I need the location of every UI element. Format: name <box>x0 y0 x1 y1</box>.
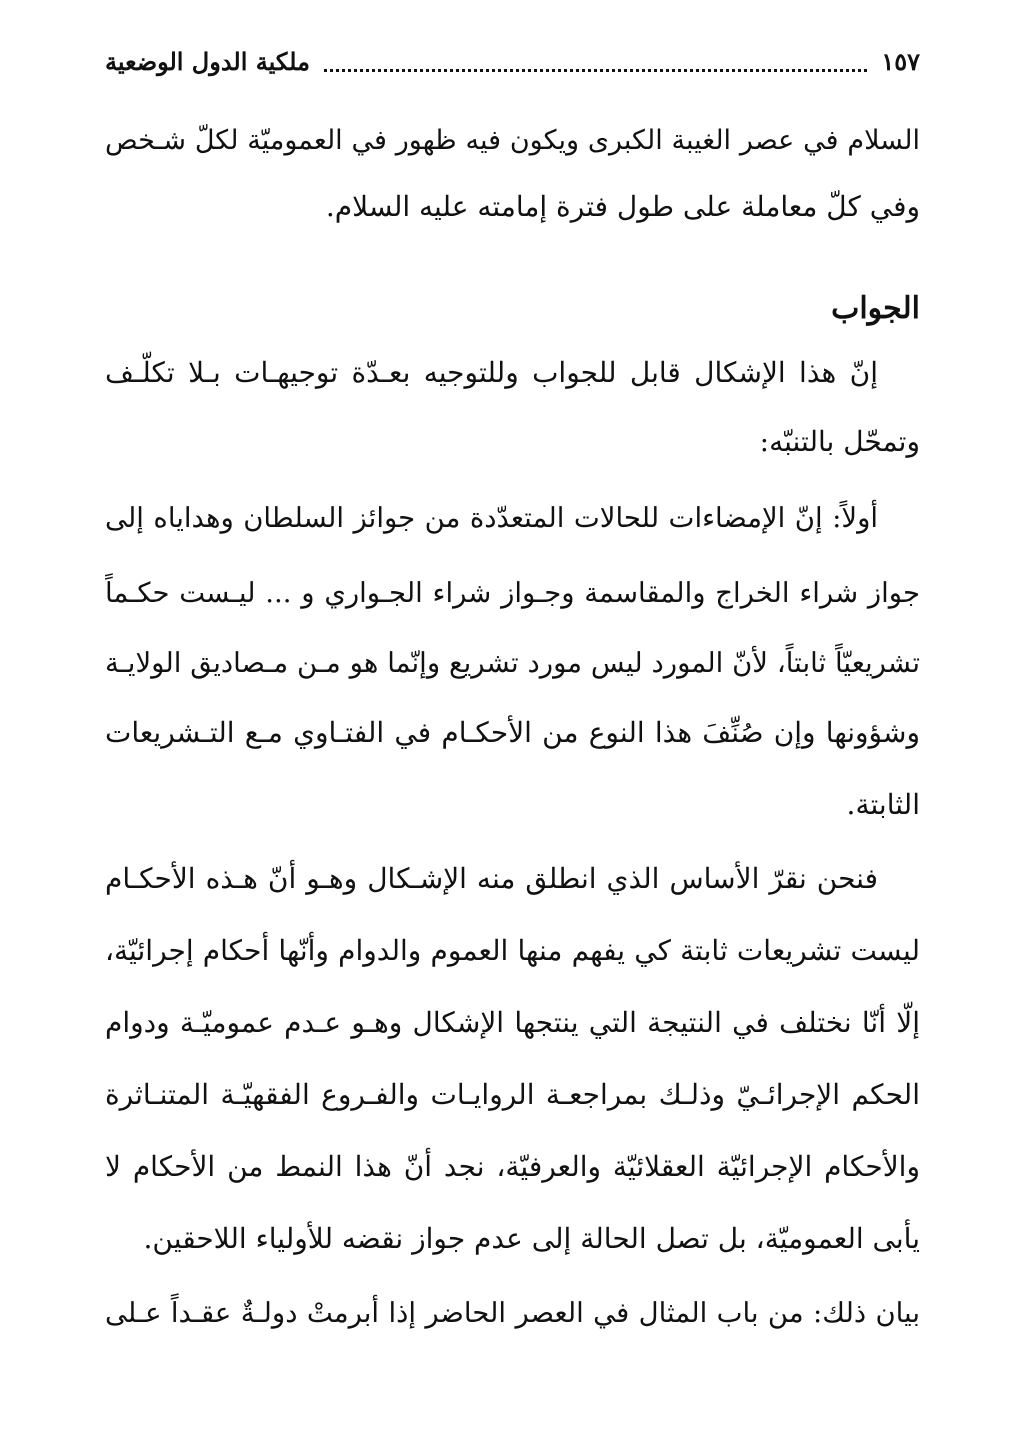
section-heading: الجواب <box>831 291 920 326</box>
text-line: جواز شراء الخراج والمقاسمة وجـواز شراء الجـواري و ... ليـست حكـماً <box>105 577 920 609</box>
header-title: ملكية الدول الوضعية <box>105 47 310 76</box>
text-line: أولاً: إنّ الإمضاءات للحالات المتعدّدة من جوائز السلطان وهداياه إلى <box>105 502 878 534</box>
text-line: يأبى العموميّة، بل تصل الحالة إلى عدم جواز نقضه للأولياء اللاحقين. <box>143 1222 920 1255</box>
text-line: السلام في عصر الغيبة الكبرى ويكون فيه ظهور في العموميّة لكلّ شـخص <box>105 125 920 156</box>
text-line: تشريعيّاً ثابتاً، لأنّ المورد ليس مورد تشريع وإنّما هو مـن مـصاديق الولايـة <box>105 647 920 679</box>
header-dot-leader <box>324 69 867 72</box>
text-line: والأحكام الإجرائيّة العقلائيّة والعرفيّة، نجد أنّ هذا النمط من الأحكام لا <box>105 1150 920 1183</box>
text-line: ليست تشريعات ثابتة كي يفهم منها العموم والدوام وأنّها أحكام إجرائيّة، <box>105 934 920 967</box>
text-line: فنحن نقرّ الأساس الذي انطلق منه الإشـكال وهـو أنّ هـذه الأحكـام <box>105 862 878 895</box>
text-line: الثابتة. <box>846 788 920 821</box>
text-line: بيان ذلك: من باب المثال في العصر الحاضر إذا أبرمتْ دولـةٌ عقـداً عـلى <box>105 1297 920 1329</box>
text-line: وتمحّل بالتنبّه: <box>759 425 920 458</box>
text-line: الحكم الإجرائـيّ وذلـك بمراجعـة الروايـات والفـروع الفقهيّـة المتنـاثرة <box>105 1078 920 1111</box>
page-number: ١٥٧ <box>881 47 920 76</box>
text-line: وشؤونها وإن صُنِّفَ هذا النوع من الأحكـام في الفتـاوي مـع التـشريعات <box>105 716 920 749</box>
running-header <box>105 40 920 84</box>
text-line: إنّ هذا الإشكال قابل للجواب وللتوجيه بعـدّة توجيهـات بـلا تكلّـف <box>105 356 878 389</box>
document-page <box>105 0 920 1435</box>
text-line: إلّا أنّا نختلف في النتيجة التي ينتجها الإشكال وهـو عـدم عموميّـة ودوام <box>105 1006 920 1039</box>
text-line: وفي كلّ معاملة على طول فترة إمامته عليه السلام. <box>325 190 920 223</box>
